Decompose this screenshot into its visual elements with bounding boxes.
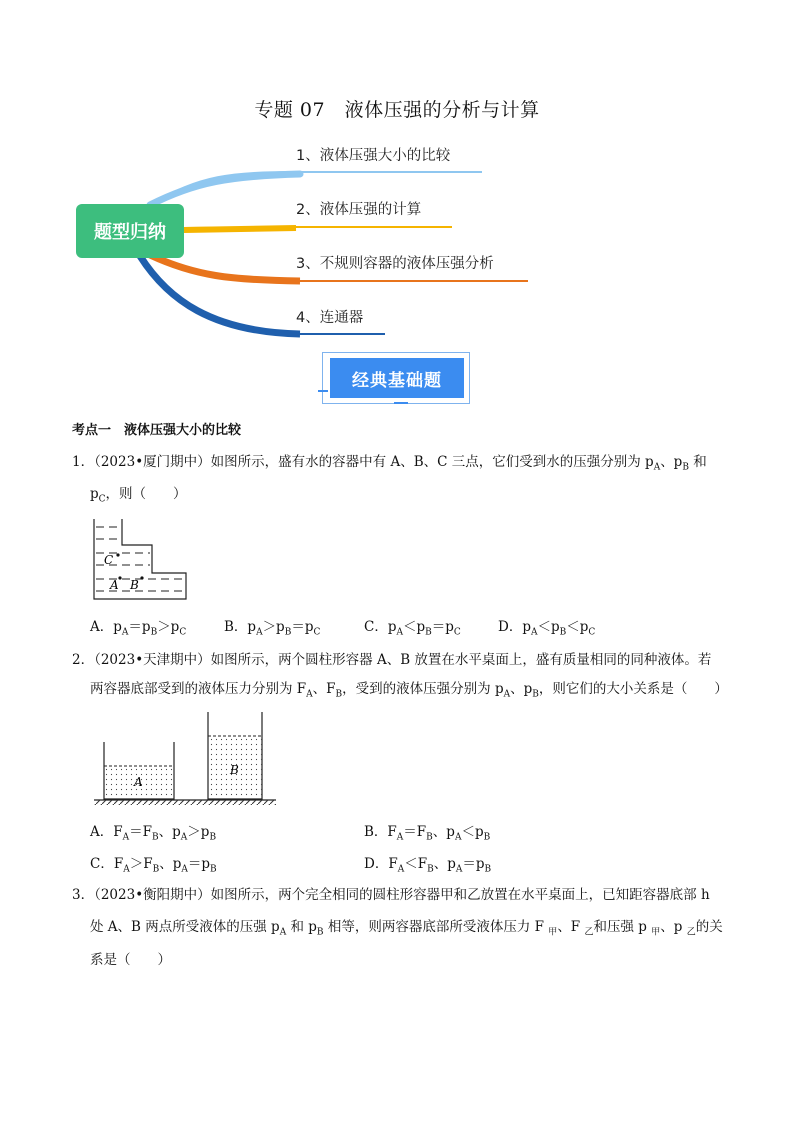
branch-label-1: 1、液体压强大小的比较: [296, 148, 451, 164]
q2-label-a: A: [134, 775, 143, 789]
q1-text: 1．（2023•厦门期中）如图所示，盛有水的容器中有 A、B、C 三点，它们受到水的压强分别为 p: [72, 454, 654, 470]
q1-option-d[interactable]: D．$p_A<p_B<p_C$: [498, 619, 596, 638]
section-badge: 经典基础题: [330, 358, 464, 398]
branch-label-2: 2、液体压强的计算: [296, 202, 422, 218]
badge-decor: [318, 390, 328, 392]
q2-label-b: B: [230, 763, 239, 777]
mindmap-core: 题型归纳: [76, 204, 184, 258]
q2-option-a[interactable]: A．$F_A=F_B$、$p_A>p_B$: [90, 824, 217, 843]
q1-figure: [90, 517, 190, 603]
branch-label-4: 4、连通器: [296, 310, 364, 326]
q1-option-c[interactable]: C．$p_A<p_B=p_C$: [364, 619, 461, 638]
q1-option-b[interactable]: B．$p_A>p_B=p_C$: [224, 619, 321, 638]
q1-label-b: B: [130, 578, 139, 592]
q2-option-b[interactable]: B．$F_A=F_B$、$p_A<p_B$: [364, 824, 491, 843]
badge-decor: [394, 402, 408, 404]
q1-label-a: A: [110, 578, 119, 592]
q2-stem-2: 两容器底部受到的液体压力分别为 $F_A$、$F_B$，受到的液体压强分别为 $p_A$、$p_B$，则它们的大小关系是（ ）: [90, 681, 728, 700]
q2-stem: 2．（2023•天津期中）如图所示，两个圆柱形容器 A、B 放置在水平桌面上，盛有质量相同的同种液体。若: [72, 652, 712, 668]
q2-option-d[interactable]: D．$F_A<F_B$、$p_A=p_B$: [364, 856, 492, 875]
q1-stem-2: $p_C$，则（ ）: [90, 486, 187, 505]
branch-label-3: 3、不规则容器的液体压强分析: [296, 256, 494, 272]
kaodian-heading: 考点一 液体压强大小的比较: [72, 423, 242, 438]
q3-stem-3: 系是（ ）: [90, 952, 171, 968]
q3-stem: 3．（2023•衡阳期中）如图所示，两个完全相同的圆柱形容器甲和乙放置在水平桌面上，已知距容器底部 h: [72, 887, 710, 903]
q2-figure: [90, 708, 280, 808]
q3-stem-2: 处 A、B 两点所受液体的压强 $p_A$ 和 $p_B$ 相等，则两容器底部所受液体压力 F $_甲$、F $_乙$和压强 p $_甲$、p $_乙$的关: [90, 919, 723, 938]
q1-label-c: C: [104, 553, 114, 567]
page-title: 专题 07 液体压强的分析与计算: [254, 99, 540, 121]
q2-option-c[interactable]: C．$F_A>F_B$、$p_A=p_B$: [90, 856, 217, 875]
q1-text-2: ，则（ ）: [105, 486, 187, 502]
q1-stem: 1．（2023•厦门期中）如图所示，盛有水的容器中有 A、B、C 三点，它们受到水的压强分别为 $p_A$、$p_B$ 和: [72, 454, 707, 473]
q1-option-a[interactable]: A．$p_A=p_B>p_C$: [90, 619, 187, 638]
